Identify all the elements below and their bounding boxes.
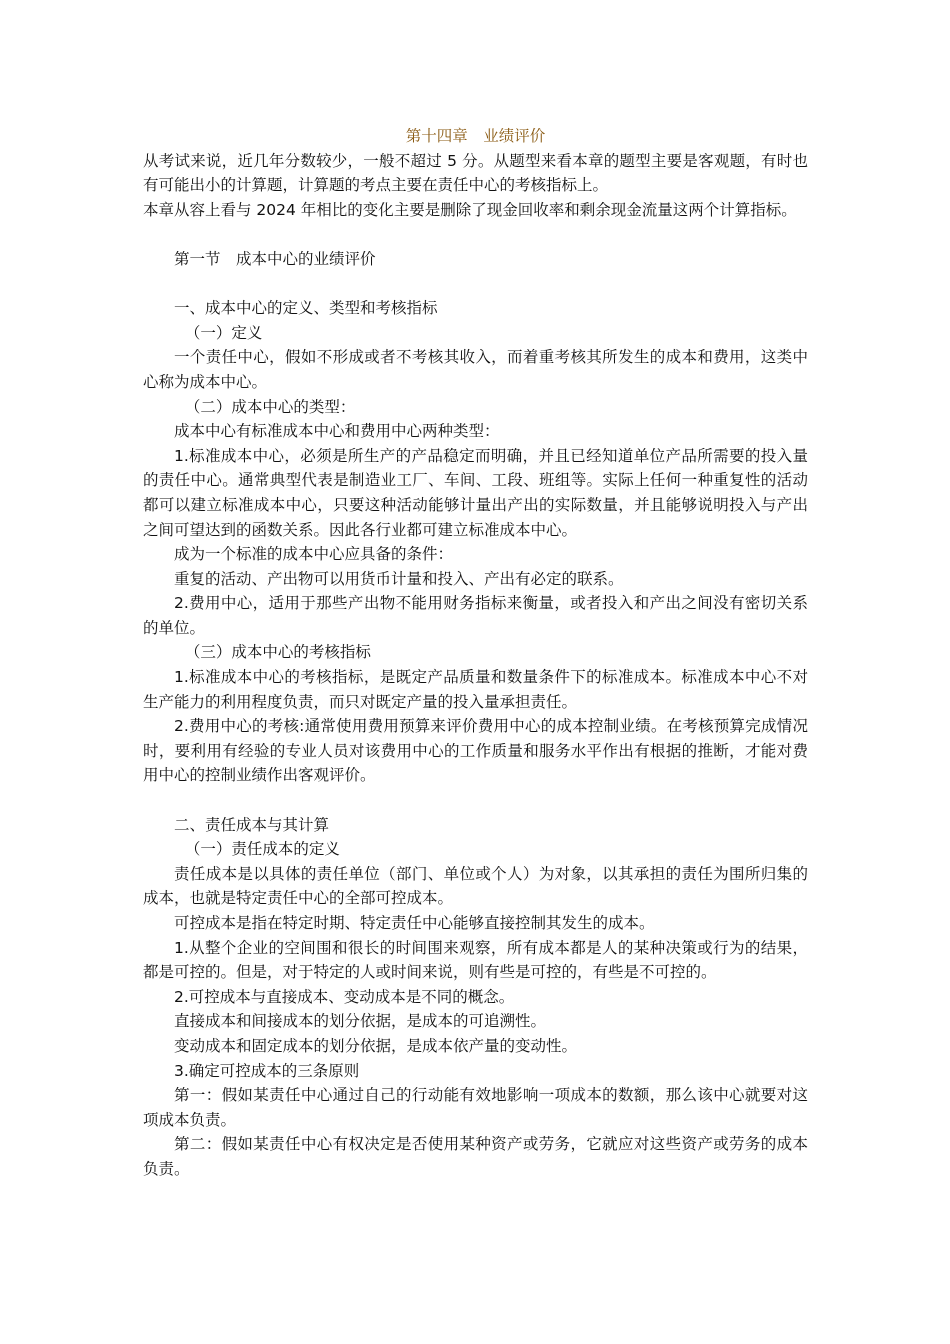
- spacer: [143, 788, 808, 813]
- body-paragraph: 2.费用中心的考核:通常使用费用预算来评价费用中心的成本控制业绩。在考核预算完成情况时，要利用有经验的专业人员对该费用中心的工作质量和服务水平作出有根据的推断，才能对费用中心的控制业绩作出客观评价。: [143, 717, 808, 785]
- intro-paragraph-2: 本章从容上看与 2024 年相比的变化主要是删除了现金回收率和剩余现金流量这两个计算指标。: [143, 200, 797, 219]
- subheading: （三）成本中心的考核指标: [184, 643, 371, 662]
- subheading: （一）责任成本的定义: [184, 840, 340, 859]
- body-paragraph: 2.费用中心，适用于那些产出物不能用财务指标来衡量，或者投入和产出之间没有密切关系的单位。: [143, 594, 808, 637]
- document-page: [143, 124, 808, 1182]
- body-paragraph: 成为一个标准的成本中心应具备的条件：: [174, 545, 454, 564]
- body-paragraph: 1.标准成本中心的考核指标，是既定产品质量和数量条件下的标准成本。标准成本中心不对生产能力的利用程度负责，而只对既定产量的投入量承担责任。: [143, 668, 808, 711]
- chapter-title: 第十四章 业绩评价: [405, 127, 546, 145]
- body-paragraph: 可控成本是指在特定时期、特定责任中心能够直接控制其发生的成本。: [174, 914, 655, 932]
- body-paragraph: 重复的活动、产出物可以用货币计量和投入、产出有必定的联系。: [174, 569, 624, 588]
- body-paragraph: 第一：假如某责任中心通过自己的行动能有效地影响一项成本的数额，那么该中心就要对这项成本负责。: [143, 1086, 808, 1129]
- body-paragraph: 第二：假如某责任中心有权决定是否使用某种资产或劳务，它就应对这些资产或劳务的成本负责。: [143, 1135, 808, 1178]
- body-paragraph: 直接成本和间接成本的划分依据，是成本的可追溯性。: [174, 1012, 547, 1031]
- body-paragraph: 2.可控成本与直接成本、变动成本是不同的概念。: [174, 987, 515, 1006]
- body-paragraph: 成本中心有标准成本中心和费用中心两种类型：: [174, 422, 500, 441]
- subheading: （一）定义: [184, 323, 263, 342]
- part-heading: 二、责任成本与其计算: [174, 815, 330, 834]
- spacer: [143, 272, 808, 297]
- body-paragraph: 变动成本和固定成本的划分依据，是成本依产量的变动性。: [174, 1036, 578, 1055]
- body-paragraph: 1.从整个企业的空间围和很长的时间围来观察，所有成本都是人的某种决策或行为的结果，都是可控的。但是，对于特定的人或时间来说，则有些是可控的，有些是不可控的。: [143, 938, 808, 982]
- part-heading: 一、成本中心的定义、类型和考核指标: [174, 299, 438, 318]
- spacer: [143, 222, 808, 247]
- body-paragraph: 3.确定可控成本的三条原则: [174, 1061, 360, 1080]
- body-paragraph: 一个责任中心，假如不形成或者不考核其收入，而着重考核其所发生的成本和费用，这类中心称为成本中心。: [143, 348, 808, 391]
- section-title: 第一节 成本中心的业绩评价: [174, 249, 376, 268]
- intro-paragraph-1: 从考试来说，近几年分数较少，一般不超过 5 分。从题型来看本章的题型主要是客观题，有时也有可能出小的计算题，计算题的考点主要在责任中心的考核指标上。: [143, 151, 808, 195]
- body-paragraph: 1.标准成本中心，必须是所生产的产品稳定而明确，并且已经知道单位产品所需要的投入量的责任中心。通常典型代表是制造业工厂、车间、工段、班组等。实际上任何一种重复性的活动都可以建立标准成本中心，只要这种活动能够计量出产出的实际数量，并且能够说明投入与产出之间可望达到的函数关系。因此各行业都可建立标准成本中心。: [143, 446, 808, 539]
- subheading: （二）成本中心的类型：: [184, 397, 356, 416]
- body-paragraph: 责任成本是以具体的责任单位（部门、单位或个人）为对象，以其承担的责任为围所归集的成本，也就是特定责任中心的全部可控成本。: [143, 864, 808, 908]
